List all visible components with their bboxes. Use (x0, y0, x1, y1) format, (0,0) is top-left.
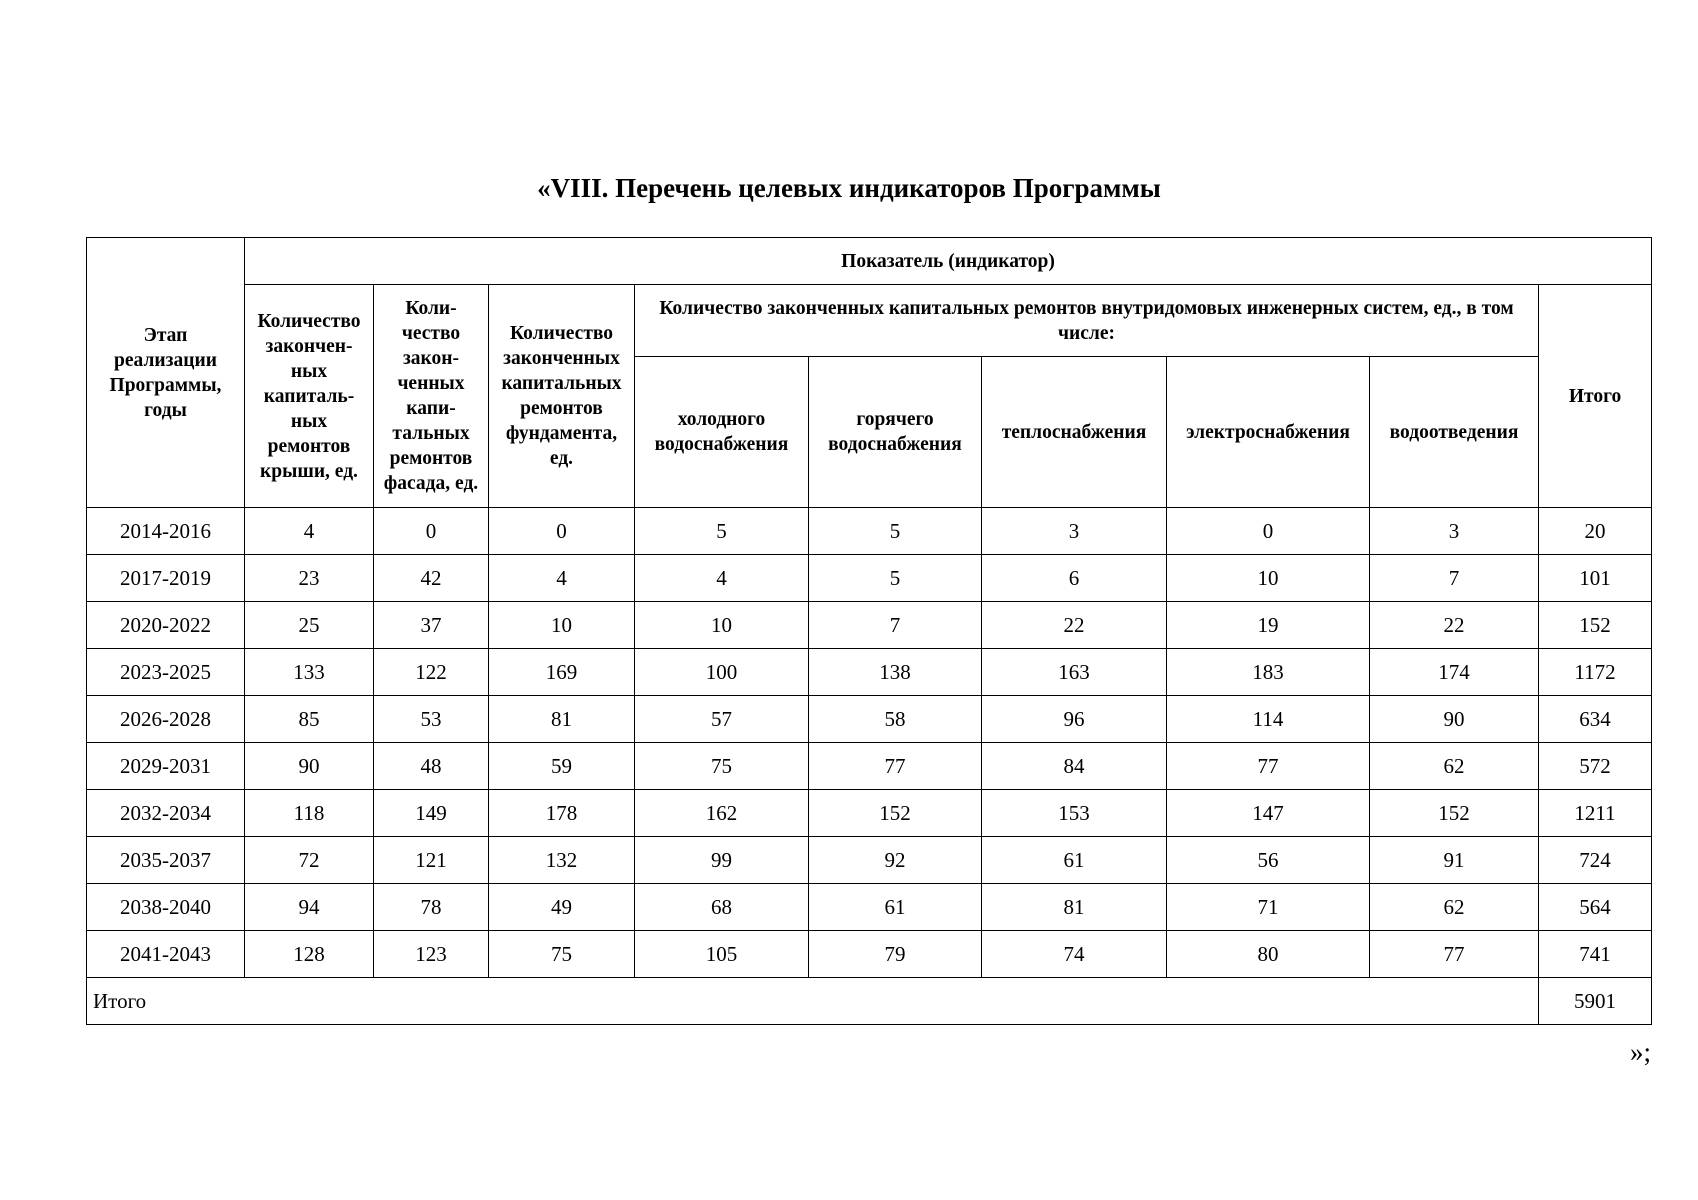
cell-foundation: 59 (489, 743, 635, 790)
cell-roof: 118 (245, 790, 374, 837)
cell-heating: 22 (982, 602, 1167, 649)
cell-cold-water: 105 (635, 931, 809, 978)
cell-electricity: 71 (1167, 884, 1370, 931)
header-total: Итого (1539, 285, 1652, 508)
cell-total: 634 (1539, 696, 1652, 743)
cell-stage: 2026-2028 (87, 696, 245, 743)
cell-heating: 61 (982, 837, 1167, 884)
header-indicator-group: Показатель (индикатор) (245, 238, 1652, 285)
cell-electricity: 77 (1167, 743, 1370, 790)
cell-heating: 153 (982, 790, 1167, 837)
cell-facade: 0 (374, 508, 489, 555)
indicators-table (86, 237, 1652, 1025)
cell-total: 1211 (1539, 790, 1652, 837)
cell-stage: 2032-2034 (87, 790, 245, 837)
header-roof: Количество закончен-ных капиталь-ных ремонтов крыши, ед. (245, 285, 374, 508)
cell-heating: 74 (982, 931, 1167, 978)
cell-total: 20 (1539, 508, 1652, 555)
cell-hot-water: 79 (809, 931, 982, 978)
cell-stage: 2014-2016 (87, 508, 245, 555)
header-cold-water: холодного водоснабжения (635, 357, 809, 508)
cell-drainage: 3 (1370, 508, 1539, 555)
cell-stage: 2029-2031 (87, 743, 245, 790)
cell-stage: 2035-2037 (87, 837, 245, 884)
header-foundation: Количество законченных капитальных ремонтов фундамента, ед. (489, 285, 635, 508)
cell-heating: 3 (982, 508, 1167, 555)
cell-cold-water: 162 (635, 790, 809, 837)
header-electricity: электроснабжения (1167, 357, 1370, 508)
header-systems-group: Количество законченных капитальных ремонтов внутридомовых инженерных систем, ед., в том числе: (635, 285, 1539, 357)
cell-roof: 133 (245, 649, 374, 696)
cell-facade: 78 (374, 884, 489, 931)
cell-cold-water: 100 (635, 649, 809, 696)
cell-foundation: 0 (489, 508, 635, 555)
cell-foundation: 75 (489, 931, 635, 978)
total-label: Итого (87, 978, 1539, 1025)
cell-electricity: 0 (1167, 508, 1370, 555)
cell-foundation: 178 (489, 790, 635, 837)
cell-stage: 2041-2043 (87, 931, 245, 978)
cell-heating: 6 (982, 555, 1167, 602)
cell-electricity: 147 (1167, 790, 1370, 837)
cell-hot-water: 7 (809, 602, 982, 649)
table-row (87, 555, 1652, 602)
header-hot-water: горячего водоснабжения (809, 357, 982, 508)
cell-total: 1172 (1539, 649, 1652, 696)
table-total-row (87, 978, 1652, 1025)
cell-foundation: 4 (489, 555, 635, 602)
cell-roof: 23 (245, 555, 374, 602)
cell-cold-water: 5 (635, 508, 809, 555)
cell-hot-water: 92 (809, 837, 982, 884)
cell-hot-water: 77 (809, 743, 982, 790)
cell-hot-water: 5 (809, 508, 982, 555)
header-stage: Этап реализации Программы, годы (87, 238, 245, 508)
cell-facade: 121 (374, 837, 489, 884)
cell-drainage: 62 (1370, 884, 1539, 931)
cell-drainage: 62 (1370, 743, 1539, 790)
cell-foundation: 169 (489, 649, 635, 696)
cell-roof: 85 (245, 696, 374, 743)
header-drainage: водоотведения (1370, 357, 1539, 508)
cell-roof: 94 (245, 884, 374, 931)
cell-hot-water: 5 (809, 555, 982, 602)
cell-cold-water: 10 (635, 602, 809, 649)
cell-electricity: 19 (1167, 602, 1370, 649)
cell-roof: 4 (245, 508, 374, 555)
cell-cold-water: 4 (635, 555, 809, 602)
cell-roof: 90 (245, 743, 374, 790)
closing-quote-mark: »; (1629, 1037, 1651, 1067)
cell-heating: 163 (982, 649, 1167, 696)
cell-cold-water: 99 (635, 837, 809, 884)
table-row (87, 790, 1652, 837)
cell-drainage: 90 (1370, 696, 1539, 743)
cell-drainage: 22 (1370, 602, 1539, 649)
cell-drainage: 174 (1370, 649, 1539, 696)
table-row (87, 837, 1652, 884)
cell-stage: 2017-2019 (87, 555, 245, 602)
cell-facade: 53 (374, 696, 489, 743)
cell-total: 572 (1539, 743, 1652, 790)
cell-stage: 2023-2025 (87, 649, 245, 696)
cell-facade: 123 (374, 931, 489, 978)
table-row (87, 743, 1652, 790)
cell-heating: 84 (982, 743, 1167, 790)
cell-electricity: 10 (1167, 555, 1370, 602)
table-row (87, 508, 1652, 555)
cell-drainage: 7 (1370, 555, 1539, 602)
cell-foundation: 49 (489, 884, 635, 931)
cell-foundation: 10 (489, 602, 635, 649)
cell-stage: 2020-2022 (87, 602, 245, 649)
table-row (87, 649, 1652, 696)
table-row (87, 931, 1652, 978)
cell-total: 564 (1539, 884, 1652, 931)
cell-cold-water: 57 (635, 696, 809, 743)
header-heating: теплоснабжения (982, 357, 1167, 508)
cell-total: 741 (1539, 931, 1652, 978)
page-title: «VIII. Перечень целевых индикаторов Программы (537, 173, 1161, 203)
cell-facade: 48 (374, 743, 489, 790)
cell-stage: 2038-2040 (87, 884, 245, 931)
cell-hot-water: 138 (809, 649, 982, 696)
cell-roof: 25 (245, 602, 374, 649)
cell-drainage: 91 (1370, 837, 1539, 884)
cell-roof: 128 (245, 931, 374, 978)
cell-cold-water: 75 (635, 743, 809, 790)
cell-total: 101 (1539, 555, 1652, 602)
cell-foundation: 81 (489, 696, 635, 743)
cell-facade: 149 (374, 790, 489, 837)
cell-electricity: 114 (1167, 696, 1370, 743)
table-row (87, 602, 1652, 649)
table-row (87, 884, 1652, 931)
cell-electricity: 183 (1167, 649, 1370, 696)
cell-facade: 42 (374, 555, 489, 602)
cell-hot-water: 152 (809, 790, 982, 837)
grand-total-value: 5901 (1539, 978, 1652, 1025)
cell-heating: 81 (982, 884, 1167, 931)
cell-total: 152 (1539, 602, 1652, 649)
header-facade: Коли-чество закон-ченных капи-тальных ремонтов фасада, ед. (374, 285, 489, 508)
cell-hot-water: 58 (809, 696, 982, 743)
cell-cold-water: 68 (635, 884, 809, 931)
table-row (87, 696, 1652, 743)
cell-electricity: 80 (1167, 931, 1370, 978)
cell-total: 724 (1539, 837, 1652, 884)
cell-roof: 72 (245, 837, 374, 884)
cell-foundation: 132 (489, 837, 635, 884)
cell-electricity: 56 (1167, 837, 1370, 884)
cell-hot-water: 61 (809, 884, 982, 931)
cell-facade: 37 (374, 602, 489, 649)
cell-facade: 122 (374, 649, 489, 696)
cell-drainage: 152 (1370, 790, 1539, 837)
cell-heating: 96 (982, 696, 1167, 743)
cell-drainage: 77 (1370, 931, 1539, 978)
